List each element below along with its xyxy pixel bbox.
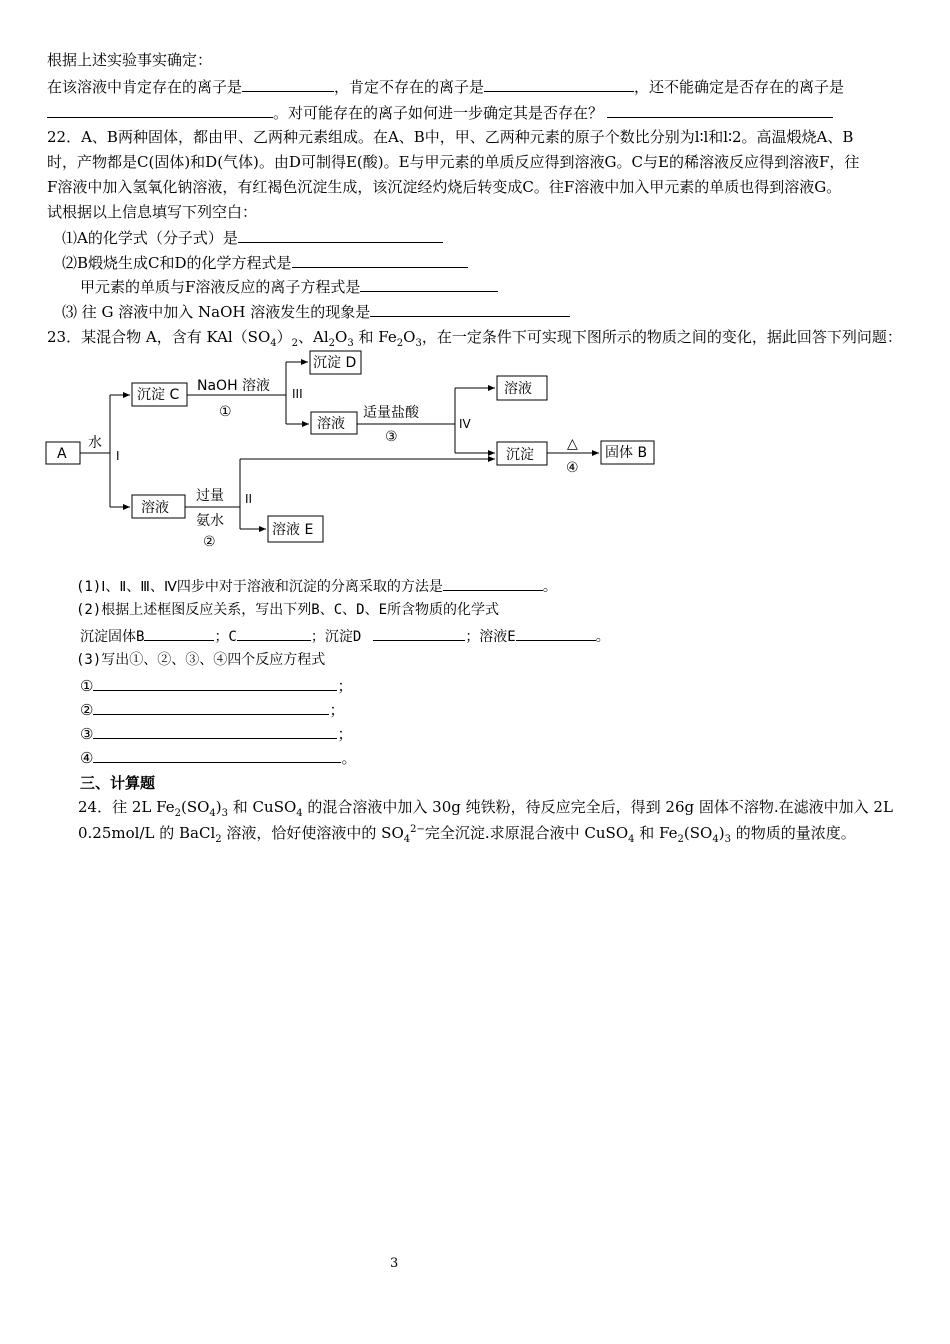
flow-diagram <box>0 340 700 560</box>
q23-intro: 23．某混合物 A，含有 $KAl(SO_4)_2$、$Al_2O_3$ 和 $Fe_2O_3$，在一定条件下可实现下图所示的物质之间的变化，据此回答下列问题： <box>47 328 902 349</box>
q23-reaction-1: ① ； <box>80 677 353 695</box>
label-naoh: NaOH 溶液 <box>197 378 271 394</box>
q21-line1: 根据上述实验事实确定： <box>47 51 213 69</box>
label-step-i: I <box>116 449 120 463</box>
label-precipitate-c: 沉淀 C <box>137 387 180 403</box>
answer-blank[interactable] <box>242 76 334 92</box>
answer-blank[interactable] <box>93 699 329 715</box>
q22-line3: F溶液中加入氢氧化钠溶液，有红褐色沉淀生成，该沉淀经灼烧后转变成C。往F溶液中加入甲元素的单质也得到溶液G。 <box>47 178 842 196</box>
label-solution-top-right: 溶液 <box>504 381 532 397</box>
label-excess: 过量 <box>196 488 224 504</box>
label-step-iv: IV <box>459 417 471 431</box>
q23-reaction-3: ③ ； <box>80 725 353 743</box>
answer-blank[interactable] <box>516 625 596 641</box>
answer-blank[interactable] <box>607 102 833 118</box>
label-a: A <box>57 446 67 462</box>
answer-blank[interactable] <box>443 575 543 591</box>
answer-blank[interactable] <box>237 625 311 641</box>
label-precipitate: 沉淀 <box>506 447 534 463</box>
label-reaction-2: ② <box>203 534 216 550</box>
label-precipitate-d: 沉淀 D <box>313 355 357 371</box>
q22-part1: ⑴A的化学式（分子式）是 <box>62 227 443 248</box>
section-title-calculation: 三、计算题 <box>80 774 156 792</box>
label-water: 水 <box>88 435 102 451</box>
label-solution-e: 溶液 E <box>272 522 314 538</box>
q23-question-1: (1)Ⅰ、Ⅱ、Ⅲ、Ⅳ四步中对于溶液和沉淀的分离采取的方法是 。 <box>76 575 557 597</box>
q23-reaction-4: ④ 。 <box>80 749 357 767</box>
q21-line2: 在该溶液中肯定存在的离子是 ，肯定不存在的离子是 ，还不能确定是否存在的离子是 <box>47 78 845 96</box>
label-step-ii: II <box>245 492 253 506</box>
answer-blank[interactable] <box>47 102 273 118</box>
q23-question-2-answers: 沉淀固体B ；C ；沉淀D ；溶液E 。 <box>80 625 610 647</box>
answer-blank[interactable] <box>292 252 468 268</box>
label-solution-middle: 溶液 <box>317 416 345 432</box>
q21-line3: 。对可能存在的离子如何进一步确定其是否存在？ <box>47 102 833 123</box>
q23-question-3: (3)写出①、②、③、④四个反应方程式 <box>76 652 326 668</box>
answer-blank[interactable] <box>93 723 337 739</box>
answer-blank[interactable] <box>238 227 443 243</box>
q22-part3: ⑶ 往 G 溶液中加入 NaOH 溶液发生的现象是 <box>62 301 570 322</box>
label-reaction-4: ④ <box>566 460 579 476</box>
answer-blank[interactable] <box>93 747 341 763</box>
answer-blank[interactable] <box>370 301 570 317</box>
q22-part2: ⑵B煅烧生成C和D的化学方程式是 <box>62 252 468 273</box>
q24-line2: 0.25mol/L 的 BaCl$_2$ 溶液，恰好使溶液中的 $SO_4^{2-}$完全沉淀.求原混合液中 CuSO$_4$ 和 $Fe_2(SO_4)_3$ 的物质的量浓度。 <box>78 824 856 845</box>
q24-line1: 24．往 2L $Fe_2(SO_4)_3$ 和 CuSO$_4$ 的混合溶液中加入 30g 纯铁粉，待反应完全后，得到 26g 固体不溶物.在滤液中加入 2L <box>78 798 893 819</box>
label-hcl: 适量盐酸 <box>363 405 419 421</box>
answer-blank[interactable] <box>484 76 634 92</box>
label-reaction-3: ③ <box>385 429 398 445</box>
q23-question-2: (2)根据上述框图反应关系，写出下列B、C、D、E所含物质的化学式 <box>76 602 499 618</box>
answer-blank[interactable] <box>144 625 214 641</box>
label-solid-b: 固体 B <box>605 445 648 461</box>
answer-blank[interactable] <box>373 625 465 641</box>
label-heat: △ <box>567 436 578 452</box>
q23-reaction-2: ② ； <box>80 701 345 719</box>
answer-blank[interactable] <box>93 675 337 691</box>
q22-part2b: 甲元素的单质与F溶液反应的离子方程式是 <box>80 276 498 297</box>
label-ammonia: 氨水 <box>196 513 224 529</box>
q22-line1: 22．A、B两种固体，都由甲、乙两种元素组成。在A、B中，甲、乙两种元素的原子个数比分别为l∶l和l∶2。高温煅烧A、B <box>47 128 854 146</box>
label-reaction-1: ① <box>219 404 232 420</box>
label-solution-lower: 溶液 <box>141 500 169 516</box>
answer-blank[interactable] <box>360 276 498 292</box>
q22-line4: 试根据以上信息填写下列空白： <box>47 203 258 221</box>
label-step-iii: III <box>292 387 303 401</box>
q22-line2: 时，产物都是C(固体)和D(气体)。由D可制得E(酸)。E与甲元素的单质反应得到溶液G。C与E的稀溶液反应得到溶液F，往 <box>47 153 860 171</box>
page-number: 3 <box>390 1256 399 1271</box>
